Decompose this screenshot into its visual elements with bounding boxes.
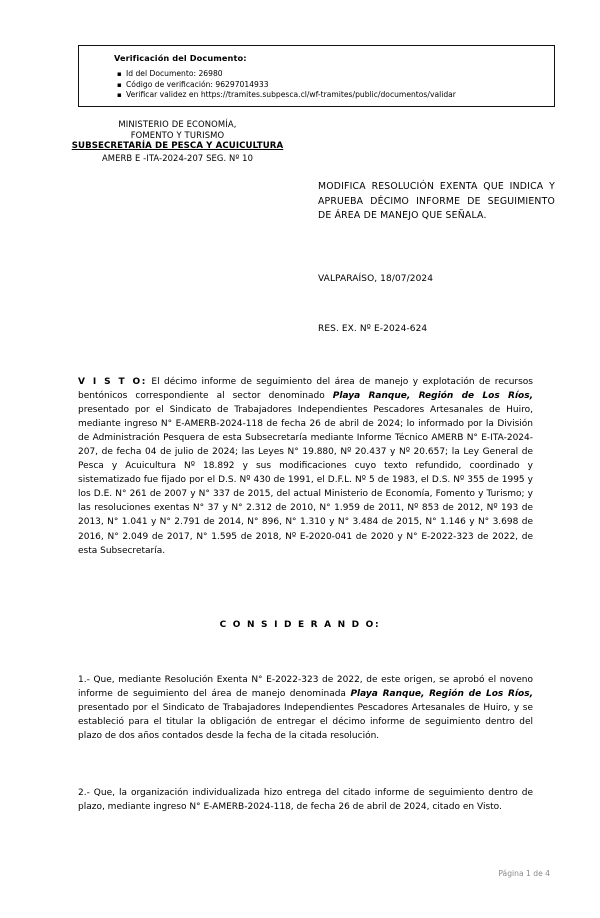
- considerando-1-area-name: Playa Ranque, Región de Los Ríos,: [350, 689, 533, 700]
- considerando-1-text-part-1: 1.- Que, mediante Resolución Exenta N° E-2022-323 de 2022, de este origen, se aprobó el noveno informe de seguimiento del área de manejo denominada: [78, 675, 533, 700]
- verification-box: [78, 45, 555, 107]
- ministry-line-1: MINISTERIO DE ECONOMÍA,: [118, 119, 237, 129]
- visto-text-part-2: presentado por el Sindicato de Trabajadores Independientes Pescadores Artesanales de Huiro, mediante ingreso N° E-AMERB-2024-118 de fecha 26 de abril de 2024; lo informado por la División de Administración Pesquera de esta Subsecretaría mediante Informe Técnico AMERB N° E-ITA-2024-207, de fecha 04 de julio de 2024; las Leyes N° 19.880, Nº 20.437 y Nº 20.657; la Ley General de Pesca y Acuicultura Nº 18.892 y sus modificaciones cuyo texto refundido, coordinado y sistematizado fue fijado por el D.S. Nº 430 de 1991, el D.F.L. Nº 5 de 1983, el D.S. Nº 355 de 1995 y los D.E. N° 261 de 2007 y N° 337 de 2015, del actual Ministerio de Economía, Fomento y Turismo; y las resoluciones exentas N° 37 y N° 2.312 de 2010, N° 1.959 de 2011, Nº 853 de 2012, Nº 193 de 2013, N° 1.041 y N° 2.791 de 2014, N° 896, N° 1.310 y N° 3.484 de 2015, N° 1.146 y N° 3.698 de 2016, N° 2.049 de 2017, N° 1.595 de 2018, Nº E-2020-041 de 2020 y N° E-2022-323 de 2022, de esta Subsecretaría.: [78, 405, 533, 556]
- visto-paragraph: [78, 375, 533, 558]
- list-item: [117, 69, 554, 80]
- bullet-icon: ▪: [117, 91, 122, 99]
- resolution-subject: MODIFICA RESOLUCIÓN EXENTA QUE INDICA Y APRUEBA DÉCIMO INFORME DE SEGUIMIENTO DE ÁREA DE MANEJO QUE SEÑALA.: [318, 181, 555, 222]
- verification-url: Verificar validez en https://tramites.subpesca.cl/wf-tramites/public/documentos/validar: [126, 90, 456, 99]
- ministry-header: [45, 119, 310, 164]
- subsecretaria-title: SUBSECRETARÍA DE PESCA Y ACUICULTURA: [71, 141, 284, 152]
- place-and-date: VALPARAÍSO, 18/07/2024: [318, 274, 434, 284]
- verification-code: Código de verificación: 96297014933: [126, 79, 269, 89]
- considerando-item-1: [78, 673, 533, 743]
- file-code: AMERB E -ITA-2024-207 SEG. Nº 10: [101, 152, 254, 163]
- ministry-line-2: FOMENTO Y TURISMO: [130, 130, 225, 141]
- bullet-icon: ▪: [117, 80, 122, 89]
- considerando-heading-text: C O N S I D E R A N D O:: [219, 620, 381, 630]
- considerando-item-2: 2.- Que, la organización individualizada hizo entrega del citado informe de seguimiento dentro de plazo, mediante ingreso N° E-AMERB-2024-118, de fecha 26 de abril de 2024, citado en Visto.: [78, 788, 533, 813]
- considerando-1-text-part-2: presentado por el Sindicato de Trabajadores Independientes Pescadores Artesanales de Huiro, y se estableció para el titular la obligación de entregar el décimo informe de seguimiento dentro del plazo de dos años contados desde la fecha de la citada resolución.: [78, 703, 533, 742]
- visto-area-name: Playa Ranque, Región de Los Ríos,: [332, 391, 533, 402]
- considerando-heading: [0, 620, 600, 630]
- visto-text-part-1: El décimo informe de seguimiento del área de manejo y explotación de recursos bentónicos correspondiente al sector denominado: [78, 377, 533, 402]
- resolution-number: RES. EX. Nº E-2024-624: [318, 324, 428, 334]
- list-item: [117, 90, 554, 101]
- page-footer: Página 1 de 4: [498, 869, 550, 878]
- visto-heading: V I S T O:: [78, 377, 147, 387]
- list-item: [117, 80, 554, 91]
- bullet-icon: ▪: [117, 70, 122, 78]
- verification-title: Verificación del Documento:: [114, 53, 247, 63]
- verification-list: [99, 69, 554, 101]
- verification-document-id: Id del Documento: 26980: [126, 69, 223, 78]
